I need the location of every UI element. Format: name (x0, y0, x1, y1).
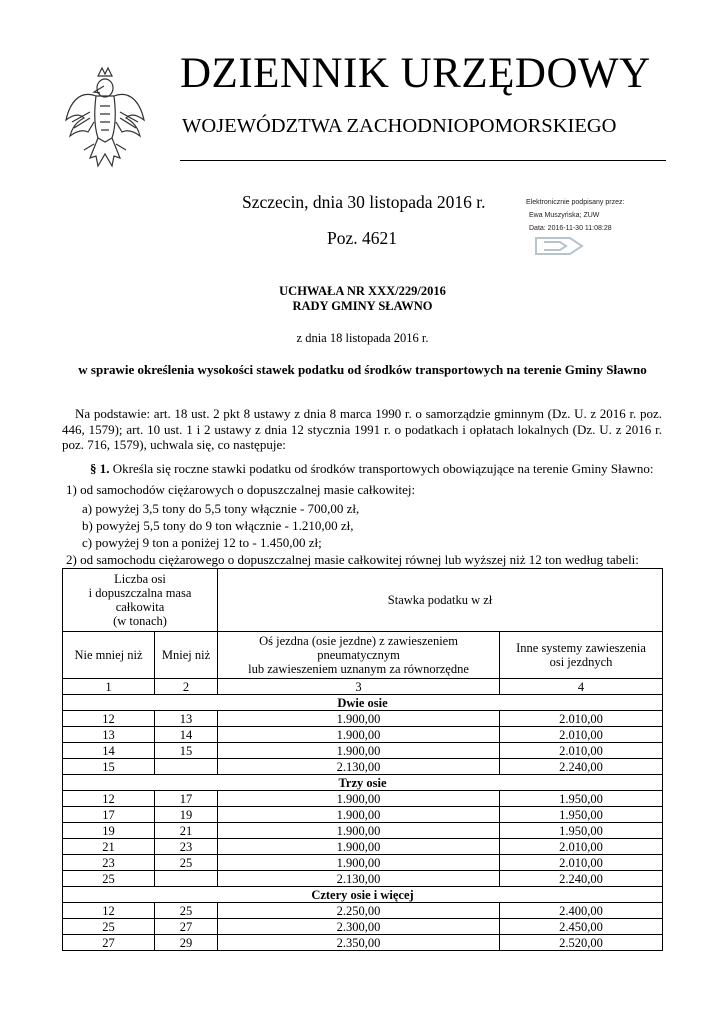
resolution-date: z dnia 18 listopada 2016 r. (296, 331, 429, 345)
resolution-subject: w sprawie określenia wysokości stawek podatku od środków transportowych na terenie Gminy Sławno (78, 362, 647, 377)
column-number: 4 (500, 679, 663, 695)
axle-group-heading: Dwie osie (63, 695, 663, 711)
cell-max-mass: 21 (155, 823, 218, 839)
cell-rate-other: 2.010,00 (500, 839, 663, 855)
table-row (63, 743, 663, 759)
legal-basis-paragraph: Na podstawie: art. 18 ust. 2 pkt 8 ustawy z dnia 8 marca 1990 r. o samorządzie gminnym (Dz. U. z 2016 r. poz. 446, 1579); art. 10 ust. 1 i 2 ustawy z dnia 12 stycznia 1991 r. o podatkach i opłatach lokalnych (Dz. U. z 2016 r. poz. 716, 1579), uchwala się, co następuje: (62, 406, 662, 452)
cell-rate-pneumatic: 1.900,00 (218, 839, 500, 855)
cell-min-mass: 14 (63, 743, 155, 759)
electronic-signature (526, 196, 646, 262)
cell-rate-other: 1.950,00 (500, 807, 663, 823)
cell-rate-pneumatic: 1.900,00 (218, 727, 500, 743)
cell-rate-pneumatic: 1.900,00 (218, 807, 500, 823)
point-2: 2) od samochodu ciężarowego o dopuszczalnej masie całkowitej równej lub wyższej niż 12 ton według tabeli: (66, 552, 639, 567)
cell-max-mass: 17 (155, 791, 218, 807)
cell-rate-other: 2.450,00 (500, 919, 663, 935)
cell-rate-other: 2.010,00 (500, 727, 663, 743)
signature-stamp-icon (530, 232, 592, 260)
cell-rate-pneumatic: 2.350,00 (218, 935, 500, 951)
point-1c: c) powyżej 9 ton a poniżej 12 to - 1.450,00 zł; (82, 535, 322, 550)
cell-min-mass: 12 (63, 791, 155, 807)
table-row (63, 919, 663, 935)
cell-rate-pneumatic: 1.900,00 (218, 791, 500, 807)
cell-rate-pneumatic: 2.250,00 (218, 903, 500, 919)
cell-min-mass: 19 (63, 823, 155, 839)
cell-min-mass: 17 (63, 807, 155, 823)
cell-rate-pneumatic: 2.130,00 (218, 759, 500, 775)
table-row (63, 839, 663, 855)
cell-min-mass: 15 (63, 759, 155, 775)
cell-max-mass: 29 (155, 935, 218, 951)
section-1-mark: § 1. (90, 461, 110, 476)
header-max: Mniej niż (155, 632, 218, 679)
journal-subtitle: WOJEWÓDZTWA ZACHODNIOPOMORSKIEGO (182, 115, 617, 137)
header-tax-rate: Stawka podatku w zł (218, 569, 663, 632)
cell-max-mass: 13 (155, 711, 218, 727)
cell-min-mass: 27 (63, 935, 155, 951)
cell-max-mass (155, 871, 218, 887)
cell-rate-other: 1.950,00 (500, 791, 663, 807)
point-1a: a) powyżej 3,5 tony do 5,5 tony włącznie - 700,00 zł, (82, 501, 360, 516)
tax-rate-table (62, 568, 663, 951)
point-1b: b) powyżej 5,5 tony do 9 ton włącznie - 1.210,00 zł, (82, 518, 354, 533)
cell-min-mass: 25 (63, 871, 155, 887)
header-axles-mass: Liczba osi i dopuszczalna masa całkowita (w tonach) (63, 569, 218, 632)
section-1-text: Określa się roczne stawki podatku od środków transportowych obowiązujące na terenie Gminy Sławno: (109, 461, 654, 476)
table-row (63, 807, 663, 823)
cell-max-mass (155, 759, 218, 775)
header-other-suspension: Inne systemy zawieszenia osi jezdnych (500, 632, 663, 679)
signature-date: Data: 2016-11-30 11:08:28 (529, 225, 612, 232)
table-row (63, 855, 663, 871)
table-row (63, 871, 663, 887)
cell-max-mass: 27 (155, 919, 218, 935)
table-row (63, 759, 663, 775)
axle-group-heading: Cztery osie i więcej (63, 887, 663, 903)
column-number: 2 (155, 679, 218, 695)
cell-rate-other: 2.240,00 (500, 871, 663, 887)
table-row (63, 903, 663, 919)
column-number: 1 (63, 679, 155, 695)
cell-min-mass: 12 (63, 711, 155, 727)
table-row (63, 935, 663, 951)
header-min: Nie mniej niż (63, 632, 155, 679)
cell-max-mass: 23 (155, 839, 218, 855)
cell-min-mass: 25 (63, 919, 155, 935)
axle-group-heading: Trzy osie (63, 775, 663, 791)
table-row (63, 791, 663, 807)
cell-min-mass: 21 (63, 839, 155, 855)
cell-rate-other: 2.010,00 (500, 711, 663, 727)
cell-min-mass: 23 (63, 855, 155, 871)
cell-rate-pneumatic: 1.900,00 (218, 743, 500, 759)
cell-rate-other: 2.400,00 (500, 903, 663, 919)
eagle-emblem-icon (60, 62, 150, 174)
cell-rate-pneumatic: 2.130,00 (218, 871, 500, 887)
cell-rate-other: 1.950,00 (500, 823, 663, 839)
header-divider (180, 160, 666, 161)
cell-rate-other: 2.010,00 (500, 743, 663, 759)
cell-rate-other: 2.010,00 (500, 855, 663, 871)
signature-caption: Elektronicznie podpisany przez: (526, 199, 625, 206)
section-1 (90, 461, 654, 476)
cell-min-mass: 13 (63, 727, 155, 743)
position-number: Poz. 4621 (327, 228, 397, 248)
cell-rate-other: 2.520,00 (500, 935, 663, 951)
cell-min-mass: 12 (63, 903, 155, 919)
cell-max-mass: 15 (155, 743, 218, 759)
header-pneumatic: Oś jezdna (osie jezdne) z zawieszeniem pneumatycznym lub zawieszeniem uznanym za równorzędne (218, 632, 500, 679)
cell-max-mass: 25 (155, 903, 218, 919)
signature-signer: Ewa Muszyńska; ZUW (529, 212, 600, 219)
cell-max-mass: 19 (155, 807, 218, 823)
cell-max-mass: 25 (155, 855, 218, 871)
column-number: 3 (218, 679, 500, 695)
resolution-number: UCHWAŁA NR XXX/229/2016 (279, 284, 446, 298)
table-row (63, 711, 663, 727)
cell-rate-other: 2.240,00 (500, 759, 663, 775)
table-row (63, 823, 663, 839)
cell-max-mass: 14 (155, 727, 218, 743)
cell-rate-pneumatic: 1.900,00 (218, 855, 500, 871)
cell-rate-pneumatic: 1.900,00 (218, 711, 500, 727)
publication-place-date: Szczecin, dnia 30 listopada 2016 r. (242, 192, 486, 212)
table-row (63, 727, 663, 743)
resolution-body: RADY GMINY SŁAWNO (292, 299, 433, 313)
cell-rate-pneumatic: 1.900,00 (218, 823, 500, 839)
cell-rate-pneumatic: 2.300,00 (218, 919, 500, 935)
point-1: 1) od samochodów ciężarowych o dopuszczalnej masie całkowitej: (66, 482, 416, 497)
journal-title: DZIENNIK URZĘDOWY (180, 50, 651, 97)
